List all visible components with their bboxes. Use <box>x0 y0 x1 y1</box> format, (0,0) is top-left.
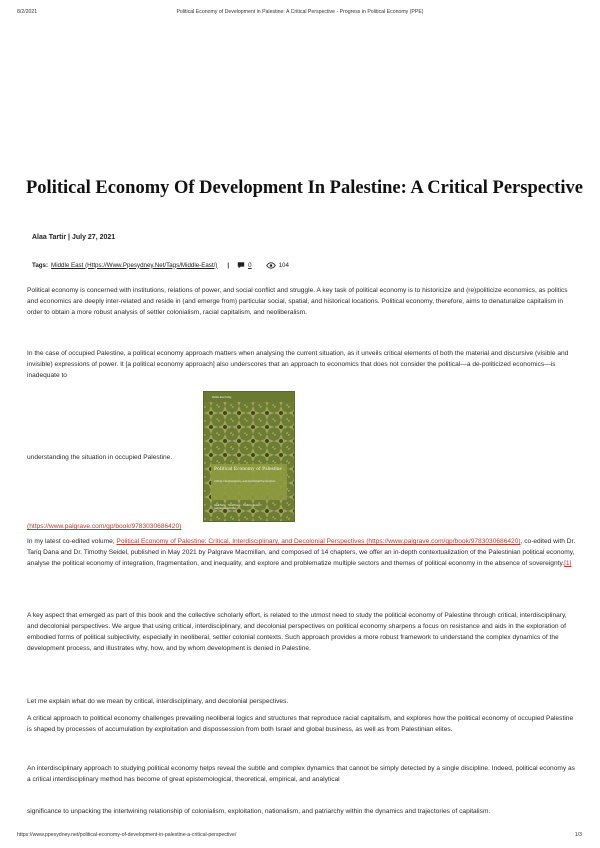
book-link[interactable]: (https://www.palgrave.com/gp/book/9783030686420) <box>27 523 182 530</box>
book-cover-image[interactable] <box>203 391 295 522</box>
views-count: 104 <box>278 261 289 269</box>
paragraph-5: Let me explain what do we mean by critical, interdisciplinary, and decolonial perspectives. <box>27 698 289 705</box>
paragraph-6: A critical approach to political economy challenges prevailing neoliberal logics and structures that reproduce racial capitalism, and explores how the political economy of occupied Palestine is shaped by processes of accumulation by exploitation and dispossession from both Israel and global business, as well as from Palestinian elites. <box>27 715 574 733</box>
tag-link-middle-east[interactable]: Middle East (Https://Www.Ppesydney.Net/Tags/Middle-East/) <box>51 261 218 269</box>
paragraph-3: In my latest co-edited volume, Political Economy of Palestine: Critical, Interdisciplinary, and Decolonial Perspectives (https://www.palgrave.com/gp/book/9783030686420), co-edited with Dr. Tariq Dana and Dr. Timothy Seidel, published in May 2021 by Palgrave Macmillan, and composed of 14 chapters, we offer an in-depth contextualization of the Palestinian political economy, analyse the political economy of integration, fragmentation, and inequality, and explore and problematize multiple sectors and themes of political economy in the absence of sovereignty.[1] <box>27 538 576 567</box>
paragraph-8: significance to unpacking the intertwining relationship of colonialism, exploitation, nationalism, and patriarchy within the dynamics and trajectories of capitalism. <box>27 808 491 815</box>
paragraph-2-end: understanding the situation in occupied Palestine. <box>27 454 173 461</box>
paragraph-7: An interdisciplinary approach to studying political economy helps reveal the subtle and complex dynamics that cannot be simply detected by a single discipline. Indeed, political economy as a critical interdisciplinary method has become of great epistemological, theoretical, empirical, and analytical <box>27 765 575 783</box>
arabesque-pattern <box>204 392 294 521</box>
article-title: Political Economy Of Development In Palestine: A Critical Perspective <box>26 178 583 198</box>
footnote-link[interactable]: [1] <box>564 560 572 567</box>
article-byline: Alaa Tartir | July 27, 2021 <box>32 234 116 241</box>
tags-separator: | <box>227 261 230 269</box>
page-number: 1/3 <box>574 832 582 838</box>
cover-title: Political Economy of Palestine <box>214 466 282 472</box>
tags-row <box>32 261 289 269</box>
comment-icon[interactable] <box>237 261 245 269</box>
tags-label: Tags: <box>32 261 49 269</box>
eye-icon <box>266 262 276 269</box>
cover-series: Middle East Today <box>212 396 232 399</box>
print-date: 8/2/2021 <box>17 9 38 15</box>
cover-editors: Alaa Tartir · Tariq Dana · Timothy Seidel palgrave macmillan <box>214 504 260 510</box>
paragraph-2: In the case of occupied Palestine, a political economy approach matters when analysing the current situation, as it unveils critical elements of both the material and discursive (visible and invisible) expressions of power. It [a political economy approach] also underscores that an approach to economics that does not consider the political—a de-politicized economics—is inadequate to <box>27 350 569 379</box>
paragraph-1: Political economy is concerned with institutions, relations of power, and social conflict and struggle. A key task of political economy is to historicize and (re)politicize economics, as politics and economics are deeply inter-related and reside in (and emerge from) particular social, spatial, and historical locations. Political economy, therefore, aims to denaturalize capitalism in order to obtain a more robust analysis of settler colonialism, racial capitalism, and neoliberalism. <box>27 287 568 316</box>
book-title-link[interactable]: Political Economy of Palestine: Critical, Interdisciplinary, and Decolonial Perspectives (https://www.palgrave.com/gp/book/9783030686420) <box>116 538 521 545</box>
cover-subtitle: Critical, Interdisciplinary, and Decolonial Perspectives <box>214 480 276 483</box>
comments-count[interactable]: 0 <box>248 261 252 269</box>
print-url: https://www.ppesydney.net/political-economy-of-development-in-palestine-a-critical-perspective/ <box>17 832 237 838</box>
print-page-title: Political Economy of Development in Palestine: A Critical Perspective - Progress in Political Economy (PPE) <box>176 9 424 15</box>
paragraph-4: A key aspect that emerged as part of this book and the collective scholarly effort, is related to the utmost need to study the political economy of Palestine through critical, interdisciplinary, and decolonial perspectives. We argue that using critical, interdisciplinary, and decolonial perspectives on political economy sharpens a focus on resistance and aids in the exploration of embodied forms of political subjectivity, especially in neoliberal, settler colonial contexts. Such approach provides a more robust framework to understand the complex dynamics of the development process, and illustrates why, how, and by whom development is denied in Palestine. <box>27 612 567 652</box>
